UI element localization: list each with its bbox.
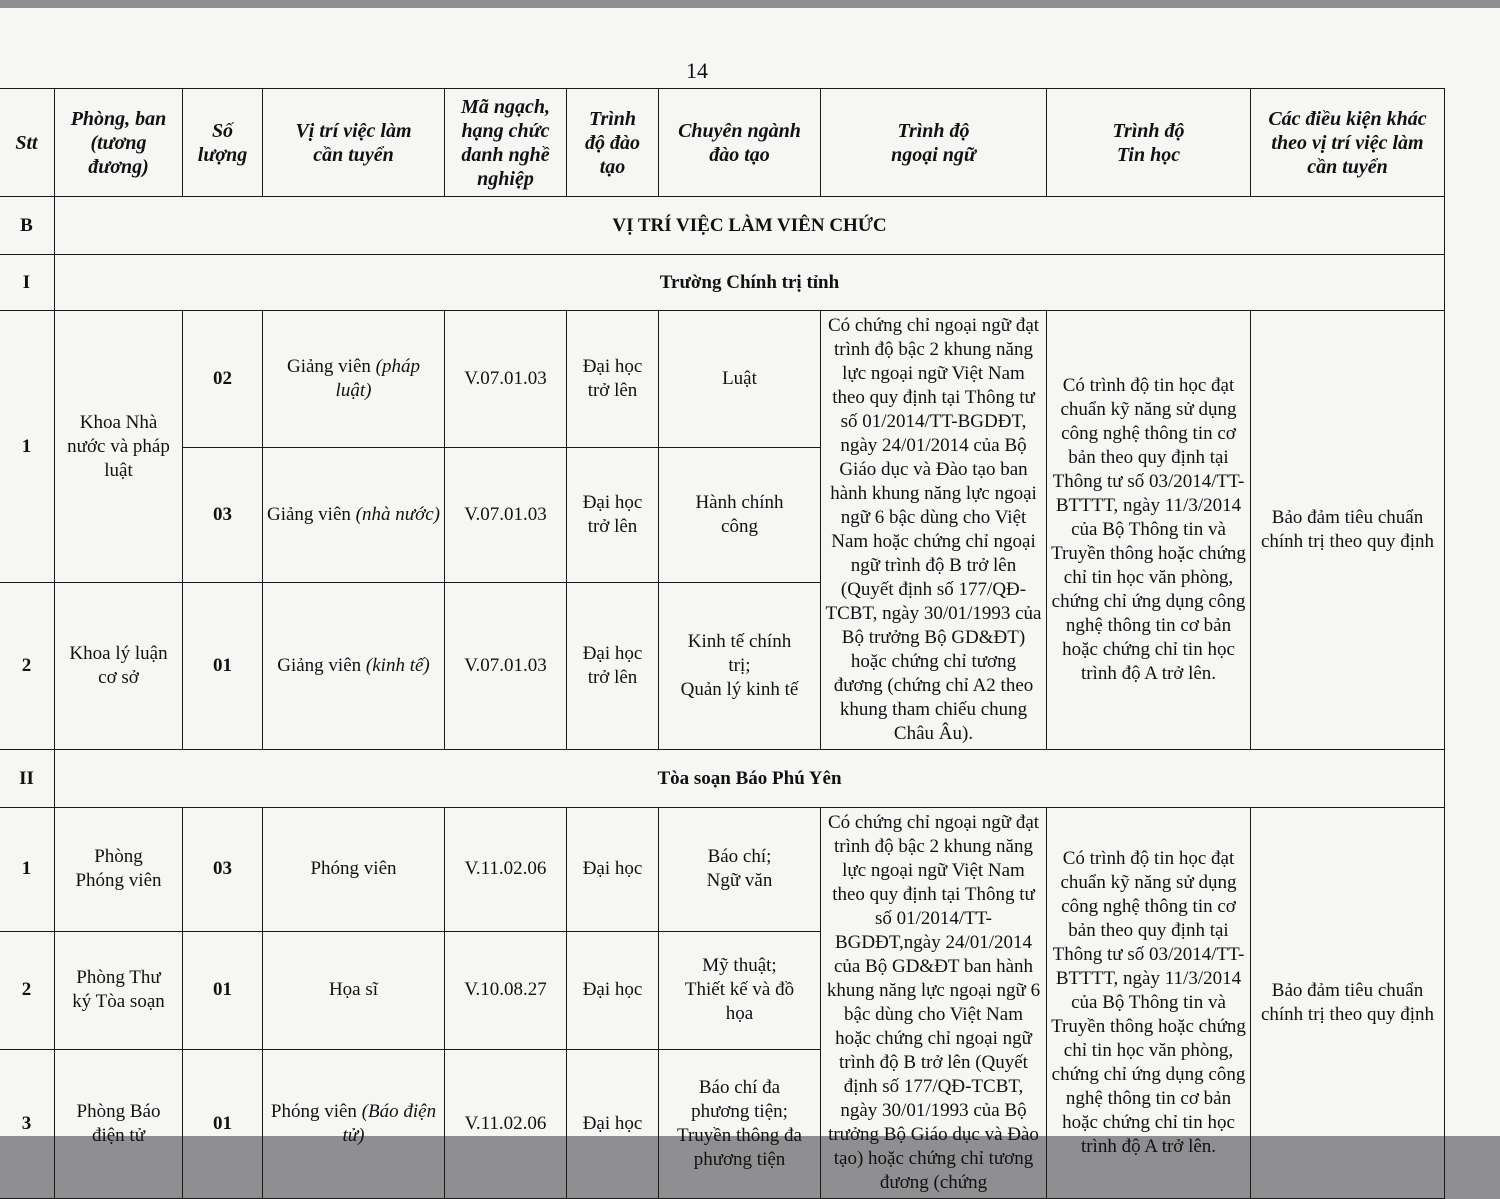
row-rank-code: V.07.01.03 [445, 448, 567, 583]
section-code: B [0, 197, 55, 255]
header-department: Phòng, ban (tương đương) [55, 89, 183, 197]
header-quantity: Số lượng [183, 89, 263, 197]
section-title: VỊ TRÍ VIỆC LÀM VIÊN CHỨC [55, 197, 1445, 255]
header-major: Chuyên ngành đào tạo [659, 89, 821, 197]
row-major: Hành chính công [659, 448, 821, 583]
row-rank-code: V.10.08.27 [445, 931, 567, 1050]
header-stt: Stt [0, 89, 55, 197]
other-conditions: Bảo đảm tiêu chuẩn chính trị theo quy định [1251, 808, 1445, 1199]
row-position: Giảng viên (nhà nước) [263, 448, 445, 583]
header-foreign-language: Trình độ ngoại ngữ [821, 89, 1047, 197]
row-department: Phòng Thư ký Tòa soạn [55, 931, 183, 1050]
section-row [0, 197, 1445, 255]
row-rank-code: V.07.01.03 [445, 583, 567, 750]
group-row [0, 255, 1445, 311]
row-position: Giảng viên (kinh tế) [263, 583, 445, 750]
group-title: Trường Chính trị tỉnh [55, 255, 1445, 311]
row-position: Phóng viên [263, 808, 445, 932]
page-number: 14 [686, 58, 708, 83]
other-conditions: Bảo đảm tiêu chuẩn chính trị theo quy định [1251, 311, 1445, 750]
row-stt: 1 [0, 808, 55, 932]
row-quantity: 01 [183, 1050, 263, 1199]
row-education-level: Đại học trở lên [567, 448, 659, 583]
row-major: Báo chí đa phương tiện; Truyền thông đa phương tiện [659, 1050, 821, 1199]
it-skills-requirement: Có trình độ tin học đạt chuẩn kỹ năng sử dụng công nghệ thông tin cơ bản theo quy định tại Thông tư số 03/2014/TT-BTTTT, ngày 11/3/2014 của Bộ Thông tin và Truyền thông hoặc chứng chỉ tin học văn phòng, chứng chỉ ứng dụng công nghệ thông tin cơ bản hoặc chứng chỉ tin học trình độ A trở lên. [1047, 808, 1251, 1199]
row-stt: 2 [0, 931, 55, 1050]
recruitment-table [0, 88, 1445, 1199]
row-department: Khoa Nhà nước và pháp luật [55, 311, 183, 583]
row-education-level: Đại học [567, 808, 659, 932]
foreign-language-requirement: Có chứng chỉ ngoại ngữ đạt trình độ bậc 2 khung năng lực ngoại ngữ Việt Nam theo quy định tại Thông tư số 01/2014/TT-BGDĐT,ngày 24/01/2014 của Bộ GD&ĐT ban hành khung năng lực ngoại ngữ 6 bậc dùng cho Việt Nam hoặc chứng chỉ ngoại ngữ trình độ B trở lên (Quyết định số 177/QĐ-TCBT, ngày 30/01/1993 của Bộ trưởng Bộ Giáo dục và Đào tạo) hoặc chứng chỉ tương đương (chứng [821, 808, 1047, 1199]
group-row [0, 750, 1445, 808]
row-quantity: 02 [183, 311, 263, 448]
it-skills-requirement: Có trình độ tin học đạt chuẩn kỹ năng sử dụng công nghệ thông tin cơ bản theo quy định tại Thông tư số 03/2014/TT-BTTTT, ngày 11/3/2014 của Bộ Thông tin và Truyền thông hoặc chứng chỉ tin học văn phòng, chứng chỉ ứng dụng công nghệ thông tin cơ bản hoặc chứng chỉ tin học trình độ A trở lên. [1047, 311, 1251, 750]
row-major: Mỹ thuật; Thiết kế và đồ họa [659, 931, 821, 1050]
row-major: Báo chí; Ngữ văn [659, 808, 821, 932]
group-title: Tòa soạn Báo Phú Yên [55, 750, 1445, 808]
table-row [0, 808, 1445, 932]
row-rank-code: V.11.02.06 [445, 808, 567, 932]
row-education-level: Đại học trở lên [567, 583, 659, 750]
row-rank-code: V.11.02.06 [445, 1050, 567, 1199]
row-rank-code: V.07.01.03 [445, 311, 567, 448]
row-position: Họa sĩ [263, 931, 445, 1050]
row-quantity: 03 [183, 808, 263, 932]
row-stt: 3 [0, 1050, 55, 1199]
table-header-row [0, 89, 1445, 197]
row-department: Phòng Báo điện tử [55, 1050, 183, 1199]
table-row [0, 311, 1445, 448]
group-code: II [0, 750, 55, 808]
header-education-level: Trình độ đào tạo [567, 89, 659, 197]
group-code: I [0, 255, 55, 311]
row-department: Khoa lý luận cơ sở [55, 583, 183, 750]
row-major: Luật [659, 311, 821, 448]
header-position: Vị trí việc làm cần tuyển [263, 89, 445, 197]
row-education-level: Đại học [567, 1050, 659, 1199]
row-stt: 1 [0, 311, 55, 583]
row-quantity: 03 [183, 448, 263, 583]
document-page [0, 8, 1500, 1193]
row-quantity: 01 [183, 931, 263, 1050]
row-education-level: Đại học trở lên [567, 311, 659, 448]
row-education-level: Đại học [567, 931, 659, 1050]
row-position: Giảng viên (pháp luật) [263, 311, 445, 448]
foreign-language-requirement: Có chứng chỉ ngoại ngữ đạt trình độ bậc 2 khung năng lực ngoại ngữ Việt Nam theo quy định tại Thông tư số 01/2014/TT-BGDĐT, ngày 24/01/2014 của Bộ Giáo dục và Đào tạo ban hành khung năng lực ngoại ngữ 6 bậc dùng cho Việt Nam hoặc chứng chỉ ngoại ngữ trình độ B trở lên (Quyết định số 177/QĐ-TCBT, ngày 30/01/1993 của Bộ trưởng Bộ GD&ĐT) hoặc chứng chỉ tương đương (chứng chỉ A2 theo khung tham chiếu chung Châu Âu). [821, 311, 1047, 750]
header-it-skills: Trình độ Tin học [1047, 89, 1251, 197]
row-major: Kinh tế chính trị; Quản lý kinh tế [659, 583, 821, 750]
header-rank-code: Mã ngạch, hạng chức danh nghề nghiệp [445, 89, 567, 197]
row-stt: 2 [0, 583, 55, 750]
row-quantity: 01 [183, 583, 263, 750]
header-other-conditions: Các điều kiện khác theo vị trí việc làm cần tuyển [1251, 89, 1445, 197]
row-position: Phóng viên (Báo điện tử) [263, 1050, 445, 1199]
row-department: Phòng Phóng viên [55, 808, 183, 932]
